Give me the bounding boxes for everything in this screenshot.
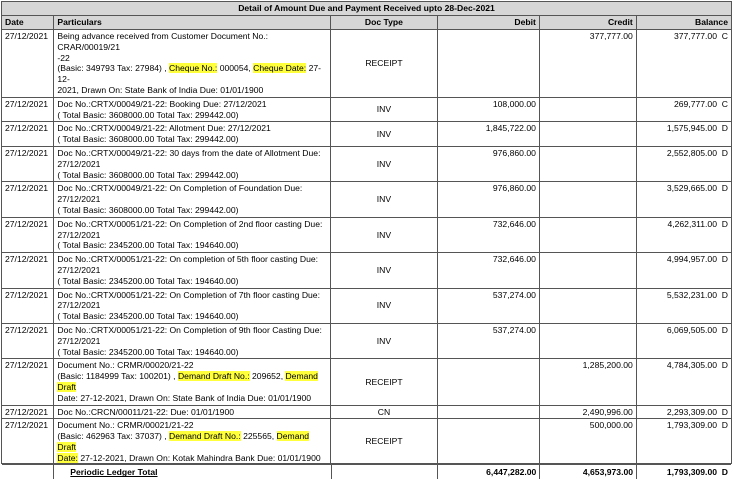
balance-cd: D bbox=[721, 123, 728, 134]
row-doc-type: INV bbox=[331, 218, 438, 252]
table-row bbox=[2, 30, 731, 98]
particulars-text: 209652, bbox=[249, 371, 284, 382]
row-debit: 976,860.00 bbox=[438, 147, 540, 181]
table-row bbox=[2, 253, 731, 288]
total-row bbox=[2, 465, 731, 479]
row-debit: 1,845,722.00 bbox=[438, 122, 540, 146]
row-balance bbox=[637, 122, 731, 146]
table-row bbox=[2, 289, 731, 324]
total-debit: 6,447,282.00 bbox=[438, 465, 540, 479]
row-debit: 732,646.00 bbox=[438, 218, 540, 252]
particulars-line: Date: 27-12-2021, Drawn On: State Bank of India Due: 01/01/1900 bbox=[57, 392, 312, 403]
particulars-line: Doc No.:CRTX/00049/21-22: Allotment Due: 27/12/2021 bbox=[57, 123, 271, 134]
col-header-date: Date bbox=[2, 16, 54, 29]
balance-value: 5,532,231.00 bbox=[666, 289, 717, 300]
table-row bbox=[2, 218, 731, 253]
balance-value: 377,777.00 bbox=[673, 31, 717, 41]
particulars-line: ( Total Basic: 2345200.00 Total Tax: 194640.00) bbox=[57, 240, 239, 251]
row-balance bbox=[637, 182, 731, 216]
balance-cd: D bbox=[721, 324, 728, 335]
total-balance-cd: D bbox=[721, 467, 729, 478]
balance-value: 2,552,805.00 bbox=[666, 147, 717, 158]
particulars-line: ( Total Basic: 2345200.00 Total Tax: 194640.00) bbox=[57, 346, 239, 357]
table-row bbox=[2, 182, 731, 217]
total-label: Periodic Ledger Total bbox=[70, 467, 158, 478]
particulars-text: 27-12- bbox=[57, 63, 321, 85]
total-label-cell bbox=[54, 465, 332, 479]
row-credit: 500,000.00 bbox=[540, 419, 637, 464]
row-debit: 976,860.00 bbox=[438, 182, 540, 216]
table-row bbox=[2, 419, 731, 465]
row-debit bbox=[438, 30, 540, 97]
row-balance bbox=[637, 218, 731, 252]
row-debit bbox=[438, 406, 540, 419]
table-title: Detail of Amount Due and Payment Received upto 28-Dec-2021 bbox=[2, 2, 731, 16]
row-date: 27/12/2021 bbox=[2, 30, 54, 97]
balance-cd: D bbox=[721, 289, 728, 300]
particulars-line: 27/12/2021 bbox=[57, 335, 101, 346]
balance-value: 4,784,305.00 bbox=[666, 360, 717, 371]
row-credit: 1,285,200.00 bbox=[540, 359, 637, 404]
balance-cd: D bbox=[721, 254, 728, 265]
row-balance bbox=[637, 147, 731, 181]
row-balance bbox=[637, 419, 731, 464]
row-credit bbox=[540, 98, 637, 122]
row-credit: 2,490,996.00 bbox=[540, 406, 637, 419]
balance-value: 2,293,309.00 bbox=[666, 406, 717, 417]
ledger-table bbox=[1, 1, 732, 478]
row-doc-type: INV bbox=[331, 324, 438, 358]
table-row bbox=[2, 147, 731, 182]
row-doc-type: INV bbox=[331, 122, 438, 146]
highlighted-text: Date: bbox=[57, 452, 78, 463]
row-particulars bbox=[54, 98, 331, 122]
particulars-line bbox=[57, 453, 327, 464]
balance-cd: D bbox=[721, 420, 728, 431]
row-doc-type: INV bbox=[331, 289, 438, 323]
particulars-text: (Basic: 462963 Tax: 37037) , bbox=[57, 431, 167, 442]
total-date-cell bbox=[2, 465, 54, 479]
row-date: 27/12/2021 bbox=[2, 419, 54, 464]
row-doc-type: INV bbox=[331, 147, 438, 181]
table-row bbox=[2, 98, 731, 123]
particulars-text: 000054, bbox=[217, 63, 251, 74]
particulars-text: 225565, bbox=[240, 431, 275, 442]
balance-value: 1,793,309.00 bbox=[666, 420, 717, 431]
highlighted-text: Cheque No.: bbox=[169, 63, 218, 74]
row-date: 27/12/2021 bbox=[2, 218, 54, 252]
table-row bbox=[2, 406, 731, 420]
balance-cd: C bbox=[721, 98, 728, 109]
particulars-line: 27/12/2021 bbox=[57, 229, 101, 240]
total-doc-cell bbox=[332, 465, 438, 479]
row-credit bbox=[540, 218, 637, 252]
row-balance bbox=[637, 30, 731, 97]
particulars-line: Document No.: CRMR/00021/21-22 bbox=[57, 420, 194, 431]
balance-value: 269,777.00 bbox=[673, 98, 717, 109]
row-particulars bbox=[54, 182, 331, 216]
row-date: 27/12/2021 bbox=[2, 147, 54, 181]
particulars-line bbox=[57, 63, 327, 85]
col-header-balance: Balance bbox=[695, 17, 728, 27]
row-credit bbox=[540, 182, 637, 216]
particulars-line: 27/12/2021 bbox=[57, 194, 101, 205]
balance-value: 6,069,505.00 bbox=[666, 324, 717, 335]
row-balance bbox=[637, 359, 731, 404]
row-particulars bbox=[54, 30, 331, 97]
row-balance bbox=[637, 289, 731, 323]
particulars-line: 27/12/2021 bbox=[57, 158, 101, 169]
col-header-particulars: Particulars bbox=[54, 16, 331, 29]
particulars-line: -22 bbox=[57, 52, 70, 63]
particulars-line: Doc No.:CRCN/00011/21-22: Due: 01/01/1900 bbox=[57, 406, 235, 417]
table-row bbox=[2, 324, 731, 359]
particulars-line: Doc No.:CRTX/00051/21-22: On Completion of 9th floor Casting Due: bbox=[57, 324, 322, 335]
highlighted-text: Cheque Date: bbox=[253, 63, 307, 74]
total-balance bbox=[637, 465, 731, 479]
row-particulars bbox=[54, 359, 331, 404]
row-particulars bbox=[54, 147, 331, 181]
row-date: 27/12/2021 bbox=[2, 122, 54, 146]
balance-cd: C bbox=[721, 31, 728, 41]
row-date: 27/12/2021 bbox=[2, 324, 54, 358]
row-credit bbox=[540, 289, 637, 323]
particulars-text: (Basic: 1184999 Tax: 100201) , bbox=[57, 371, 176, 382]
table-row bbox=[2, 122, 731, 147]
row-particulars bbox=[54, 253, 331, 287]
row-credit bbox=[540, 147, 637, 181]
col-header-doc-type: Doc Type bbox=[331, 16, 438, 29]
particulars-line: Being advance received from Customer Document No.: CRAR/00019/21 bbox=[57, 31, 269, 52]
highlighted-text: Demand Draft bbox=[57, 431, 310, 452]
particulars-line: ( Total Basic: 3608000.00 Total Tax: 299442.00) bbox=[57, 109, 239, 120]
particulars-line: Doc No.:CRTX/00049/21-22: 30 days from the date of Allotment Due: bbox=[57, 147, 321, 158]
table-row bbox=[2, 359, 731, 405]
balance-value: 4,994,957.00 bbox=[666, 254, 717, 265]
row-date: 27/12/2021 bbox=[2, 98, 54, 122]
col-header-credit: Credit bbox=[540, 16, 637, 29]
balance-value: 3,529,665.00 bbox=[666, 183, 717, 194]
particulars-text: 27-12-2021, Drawn On: Kotak Mahindra Bank Due: 01/01/1900 bbox=[77, 452, 321, 463]
particulars-line bbox=[57, 371, 327, 393]
row-credit: 377,777.00 bbox=[540, 30, 637, 97]
row-balance bbox=[637, 98, 731, 122]
particulars-line: Doc No.:CRTX/00049/21-22: Booking Due: 27/12/2021 bbox=[57, 98, 267, 109]
particulars-line: 2021, Drawn On: State Bank of India Due: 01/01/1900 bbox=[57, 84, 264, 95]
particulars-line: Doc No.:CRTX/00051/21-22: On completion of 5th floor casting Due: bbox=[57, 254, 319, 265]
row-particulars bbox=[54, 289, 331, 323]
particulars-text: (Basic: 349793 Tax: 27984) , bbox=[57, 63, 167, 74]
row-date: 27/12/2021 bbox=[2, 359, 54, 404]
header-row bbox=[2, 16, 731, 30]
row-credit bbox=[540, 253, 637, 287]
row-debit: 108,000.00 bbox=[438, 98, 540, 122]
row-balance bbox=[637, 406, 731, 419]
particulars-line: ( Total Basic: 3608000.00 Total Tax: 299442.00) bbox=[57, 204, 239, 215]
row-debit: 537,274.00 bbox=[438, 289, 540, 323]
row-doc-type: RECEIPT bbox=[331, 359, 438, 404]
balance-value: 4,262,311.00 bbox=[667, 218, 717, 229]
highlighted-text: Demand Draft No.: bbox=[177, 371, 250, 382]
row-particulars bbox=[54, 406, 331, 419]
row-debit bbox=[438, 359, 540, 404]
row-credit bbox=[540, 324, 637, 358]
balance-cd: D bbox=[721, 183, 728, 194]
particulars-line: Doc No.:CRTX/00051/21-22: On Completion of 7th floor casting Due: bbox=[57, 289, 320, 300]
balance-cd: D bbox=[721, 218, 728, 229]
row-doc-type: INV bbox=[331, 182, 438, 216]
highlighted-text: Demand Draft No.: bbox=[169, 431, 241, 442]
balance-cd: D bbox=[721, 360, 728, 371]
particulars-line: Doc No.:CRTX/00049/21-22: On Completion of Foundation Due: bbox=[57, 183, 303, 194]
row-credit bbox=[540, 122, 637, 146]
particulars-line: Document No.: CRMR/00020/21-22 bbox=[57, 360, 194, 371]
row-particulars bbox=[54, 122, 331, 146]
row-date: 27/12/2021 bbox=[2, 253, 54, 287]
row-debit: 537,274.00 bbox=[438, 324, 540, 358]
row-date: 27/12/2021 bbox=[2, 406, 54, 419]
row-doc-type: INV bbox=[331, 253, 438, 287]
row-balance bbox=[637, 324, 731, 358]
row-date: 27/12/2021 bbox=[2, 182, 54, 216]
row-balance bbox=[637, 253, 731, 287]
balance-cd: D bbox=[721, 406, 728, 417]
balance-value: 1,575,945.00 bbox=[666, 123, 717, 134]
row-doc-type: CN bbox=[331, 406, 438, 419]
balance-cd: D bbox=[721, 147, 728, 158]
total-credit: 4,653,973.00 bbox=[540, 465, 637, 479]
row-date: 27/12/2021 bbox=[2, 289, 54, 323]
row-debit bbox=[438, 419, 540, 464]
row-doc-type: RECEIPT bbox=[331, 419, 438, 464]
row-particulars bbox=[54, 324, 331, 358]
total-balance-value: 1,793,309.00 bbox=[666, 467, 718, 478]
particulars-line: ( Total Basic: 3608000.00 Total Tax: 299442.00) bbox=[57, 169, 239, 180]
particulars-line bbox=[57, 431, 327, 453]
row-particulars bbox=[54, 218, 331, 252]
row-debit: 732,646.00 bbox=[438, 253, 540, 287]
col-header-debit: Debit bbox=[438, 16, 540, 29]
row-doc-type: RECEIPT bbox=[331, 30, 438, 97]
particulars-line: Doc No.:CRTX/00051/21-22: On Completion of 2nd floor casting Due: bbox=[57, 218, 323, 229]
particulars-line: 27/12/2021 bbox=[57, 300, 101, 311]
row-doc-type: INV bbox=[331, 98, 438, 122]
particulars-line: ( Total Basic: 3608000.00 Total Tax: 299442.00) bbox=[57, 134, 239, 145]
row-particulars bbox=[54, 419, 331, 464]
particulars-line: ( Total Basic: 2345200.00 Total Tax: 194640.00) bbox=[57, 275, 239, 286]
particulars-line: 27/12/2021 bbox=[57, 264, 101, 275]
highlighted-text: Demand Draft bbox=[57, 371, 318, 392]
particulars-line: ( Total Basic: 2345200.00 Total Tax: 194640.00) bbox=[57, 311, 239, 322]
